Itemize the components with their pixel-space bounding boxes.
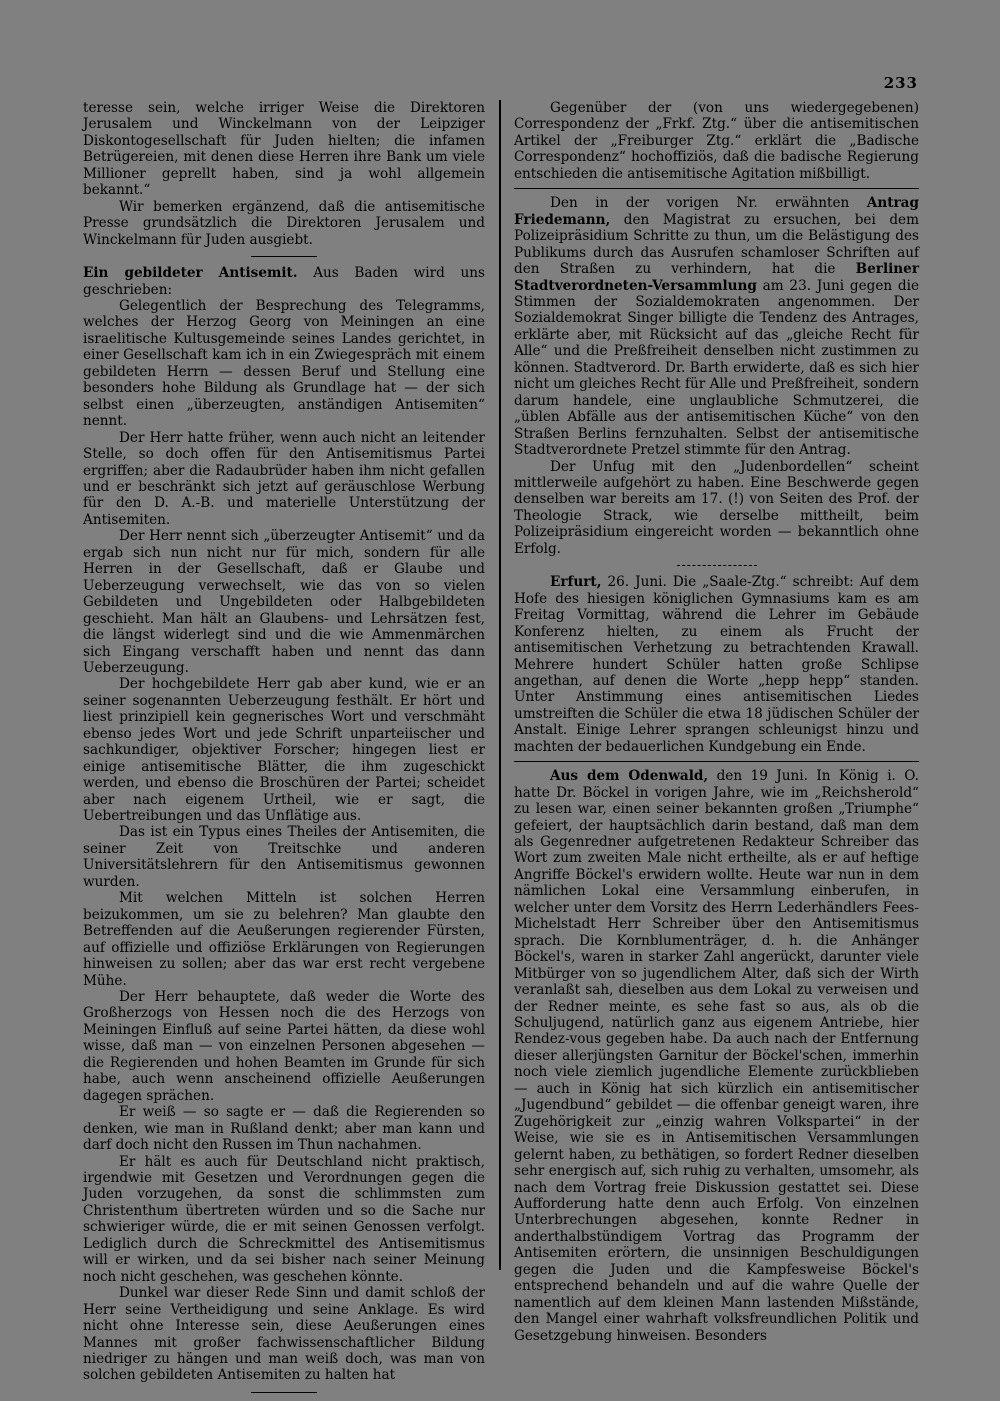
left-column bbox=[83, 100, 485, 1401]
paragraph: teresse sein, welche irriger Weise die Direktoren Jerusalem und Winckelmann von der Leipziger Diskontogesellschaft für Juden hielten; die infamen Betrügereien, mit denen diese Herren ihre Bank um viele Millioner geprellt haben, sind ja wohl allgemein bekannt.“ bbox=[83, 100, 485, 199]
article-intro: Aus Baden wird uns geschrieben: bbox=[83, 265, 485, 298]
paragraph: Gegenüber der (von uns wiedergegebenen) Correspondenz der „Frkf. Ztg.“ über die antisemitischen Artikel der „Freiburger Ztg.“ erklärt die „Badische Correspondenz“ hochoffiziös, daß die badische Regierung entschieden die antisemitische Agitation mißbilligt. bbox=[514, 100, 919, 182]
text-run: 26. Juni. Die „Saale-Ztg.“ schreibt: Auf dem Hofe des hiesigen königlichen Gymnasiums kam es am Freitag Vormittag, während die Lehrer im Gebäude Konferenz hielten, zu einem als Frucht der antisemitischen Verhetzung zu betrachtenden Krawall. Mehrere hundert Schüler hatten große Schlipse angethan, auf denen die Worte „hepp hepp“ standen. Unter Anstimmung eines antisemitischen Liedes umstreiften die Schüler die etwa 18 jüdischen Schüler der Anstalt. Einige Lehrer sprangen schleunigst hinzu und machten der bedauerlichen Kundgebung ein Ende. bbox=[514, 574, 919, 755]
paragraph: Der hochgebildete Herr gab aber kund, wie er an seiner sogenannten Ueberzeugung festhält. Er hört und liest prinzipiell kein gegnerisches Wort und verschmäht ebenso jedes Wort und jede Schrift unparteiischer und sachkundiger, objektiver Forscher; hingegen liest er einige antisemitische Blätter, die ihm zugeschickt werden, und ebenso die Broschüren der Partei; scheidet aber nach eigenem Urtheil, wie er sagt, die Uebertreibungen und das Unflätige aus. bbox=[83, 676, 485, 825]
article-erfurt bbox=[514, 574, 919, 755]
article-antisemit bbox=[83, 265, 485, 298]
article-heading: Aus dem Odenwald, bbox=[550, 768, 709, 785]
article-friedemann bbox=[514, 195, 919, 458]
paragraph: Der Herr hatte früher, wenn auch nicht an leitender Stelle, so doch offen für den Antisemitismus Partei ergriffen; aber die Radaubrüder haben ihm nicht gefallen und er beschränkt sich jetzt auf geräuschlose Werbung für den D. A.-B. und materielle Unterstützung der Antisemiten. bbox=[83, 429, 485, 528]
text-run: den Magistrat zu ersuchen, bei dem Polizeipräsidium Schritte zu thun, um die Belästigung des Publikums durch das Ausrufen schamloser Schriften auf den Straßen zu verhindern, hat die bbox=[514, 211, 919, 278]
separator-rule bbox=[514, 761, 919, 762]
text-run: den 19 Juni. In König i. O. hatte Dr. Böckel in vorigen Jahre, wie im „Reichsherold“ zu lesen war, einen seiner bekannten großen „Triumphe“ gefeiert, der hauptsächlich darin bestand, daß man dem als Gegenredner aufgetretenen Redakteur Schreiber das Wort zum zweiten Male nicht ertheilte, als er auf heftige Angriffe Böckel's erwidern wollte. Heute war nun in dem nämlichen Lokal eine Versammlung einberufen, in welcher unter dem Vorsitz des Herrn Lederhändlers Fees-Michelstadt Herr Schreiber über den Antisemitismus sprach. Die Kornblumenträger, d. h. die Anhänger Böckel's, waren in starker Zahl angerückt, darunter viele Mitbürger von so jugendlichem Alter, daß sich der Wirth veranlaßt sah, dieselben aus dem Lokal zu verweisen und der Redner meinte, es sehe fast so aus, als ob die Schuljugend, natürlich ganz aus eigenem Antriebe, hier Rendez-vous gegeben habe. Da auch nach der Entfernung dieser allerjüngsten Garnitur der Böckel'schen, immerhin noch viele ziemlich jugendliche Elemente zurückblieben — auch in König hat sich kürzlich ein antisemitischer „Jugendbund“ gebildet — die offenbar geneigt waren, ihre Zugehörigkeit zur „einzig wahren Volkspartei“ in der Weise, wie sie es in Antisemitischen Versammlungen gelernt haben, zu bethätigen, so fordert Redner dieselben sehr energisch auf, sich ruhig zu verhalten, umsomehr, als nach dem Vortrag freie Diskussion gestattet sei. Diese Aufforderung hatte denn auch Erfolg. Von einzelnen Unterbrechungen abgesehen, konnte Redner in anderthalbstündigem Vortrag das Programm der Antisemiten erörtern, die unsinnigen Beschuldigungen gegen die Juden und die Kampfesweise Böckel's entsprechend behandeln und auf die wahre Quelle der namentlich auf dem kleinen Mann lastenden Mißstände, den Mangel einer wahrhaft volksfreundlichen Politik und Gesetzgebung hinweisen. Besonders bbox=[514, 768, 919, 1344]
paragraph: Das ist ein Typus eines Theiles der Antisemiten, die seiner Zeit von Treitschke und anderen Universitätslehrern für den Antisemitismus gewonnen wurden. bbox=[83, 824, 485, 890]
paragraph: Mit welchen Mitteln ist solchen Herren beizukommen, um sie zu belehren? Man glaubte den Betreffenden auf die Aeußerungen regierender Fürsten, auf offizielle und offiziöse Erklärungen von Regierungen hinweisen zu sollen; aber das war erst recht vergebene Mühe. bbox=[83, 890, 485, 989]
paragraph: Der Herr behauptete, daß weder die Worte des Großherzogs von Hessen noch die des Herzogs von Meiningen Einfluß auf seine Partei hätten, da diese wohl wisse, daß man — von einzelnen Personen abgesehen — die Regierenden und hohen Beamten im Grunde für sich habe, auch wenn anscheinend offizielle Aeußerungen dagegen sprächen. bbox=[83, 989, 485, 1104]
paragraph: Der Herr nennt sich „überzeugter Antisemit“ und da ergab sich nun nicht nur für mich, sondern für alle Herren in der Gesellschaft, daß er Glaube und Ueberzeugung verwechselt, wie das von so vielen Gebildeten und Ungebildeten oder Halbgebildeten geschieht. Man hält an Glaubens- und Lehrsätzen fest, die längst widerlegt sind und die wie Ammenmärchen sich Eingang verschafft haben und nennt das dann Ueberzeugung. bbox=[83, 528, 485, 676]
paragraph: Er hält es auch für Deutschland nicht praktisch, irgendwie mit Gesetzen und Verordnungen gegen die Juden vorzugehen, da sonst die schlimmsten zum Christenthum übertreten würden und so die Sache nur schwieriger würde, die er mit seinen Genossen verfolgt. Lediglich durch die Schreckmittel des Antisemitismus will er wirken, und da sei bisher nach seiner Meinung noch nicht geschehen, was geschehen könnte. bbox=[83, 1153, 485, 1285]
separator-rule bbox=[514, 188, 919, 189]
paragraph: Er weiß — so sagte er — daß die Regierenden so denken, wie man in Rußland denkt; aber man kann und darf doch nicht den Russen im Thun nachahmen. bbox=[83, 1104, 485, 1154]
separator-rule bbox=[677, 565, 757, 566]
highlight-versammlung: Berliner Stadtverordneten-Versammlung bbox=[514, 261, 919, 294]
paragraph: Dunkel war dieser Rede Sinn und damit schloß der Herr seine Vertheidigung und seine Anklage. Es wird nicht ohne Interesse sein, diese Aeußerungen eines Mannes mit großer fachwissenschaftlicher Bildung niedriger zu hängen und man weiß doch, was man von solchen gebildeten Antisemiten zu halten hat bbox=[83, 1285, 485, 1384]
article-heading: Ein gebildeter Antisemit. bbox=[83, 265, 298, 282]
separator-rule bbox=[251, 256, 317, 257]
paragraph: Der Unfug mit den „Judenbordellen“ scheint mittlerweile aufgehört zu haben. Eine Beschwerde gegen denselben war bereits am 17. (!) von Seiten des Prof. der Theologie Strack, wie derselbe mittheilt, beim Polizeipräsidium eingereicht worden — bekanntlich ohne Erfolg. bbox=[514, 458, 919, 557]
column-divider bbox=[499, 100, 501, 1270]
paragraph: Wir bemerken ergänzend, daß die antisemitische Presse grundsätzlich die Direktoren Jerusalem und Winckelmann für Juden ausgiebt. bbox=[83, 198, 485, 248]
page-number: 233 bbox=[883, 74, 918, 92]
paragraph: Gelegentlich der Besprechung des Telegramms, welches der Herzog Georg von Meiningen an eine israelitische Kultusgemeinde seines Landes gerichtet, in einer Gesellschaft kam ich in ein Zwiegespräch mit einem gebildeten Herrn — dessen Beruf und Stellung eine besonders hohe Bildung als Grundlage hat — der sich selbst einen „überzeugten, anständigen Antisemiten“ nennt. bbox=[83, 297, 485, 430]
highlight-antrag: Antrag Friedemann, bbox=[514, 195, 919, 228]
article-odenwald bbox=[514, 768, 919, 1344]
article-heading: Erfurt, bbox=[550, 574, 602, 591]
text-run: am 23. Juni gegen die Stimmen der Sozialdemokraten angenommen. Der Sozialdemokrat Singer billigte die Tendenz des Antrages, erklärte aber, mit Rücksicht auf das „gleiche Recht für Alle“ und die Preßfreiheit denselben nicht zustimmen zu können. Stadtverord. Dr. Barth erwiderte, daß es sich hier nicht um gleiches Recht für Alle und Preßfreiheit, sondern darum handele, eine unglaubliche Schmutzerei, die „üblen Abfälle aus der antisemitischen Küche“ von den Straßen Berlins fernzuhalten. Selbst der antisemitische Stadtverordnete Pretzel stimmte für den Antrag. bbox=[514, 277, 919, 459]
right-column bbox=[514, 100, 919, 1344]
separator-rule bbox=[251, 1392, 317, 1393]
text-run: Den in der vorigen Nr. erwähnten bbox=[550, 195, 867, 212]
